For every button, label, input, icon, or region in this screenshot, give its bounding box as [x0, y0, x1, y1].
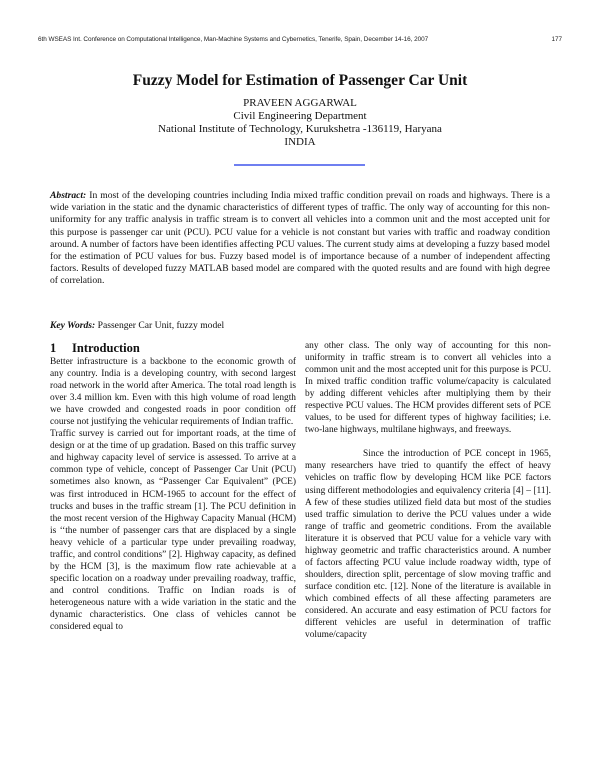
paragraph: any other class. The only way of accounting for this non-uniformity in traffic stream is to convert all vehicles into a common unit and the most accepted unit for this purpose is PCU. In mixed traffic condition traffic volume/capacity is calculated by adding different vehicles after multiplying them by their respective PCU values. The HCM provides different sets of PCE values, to be used for different types of highway facilities; i.e. two-lane highways, multilane highways, and freeways.	[305, 341, 551, 436]
left-column	[50, 341, 296, 633]
section-title: Introduction	[72, 341, 140, 355]
running-header-text: 6th WSEAS Int. Conference on Computational Intelligence, Man-Machine Systems and Cybernetics, Tenerife, Spain, December 14-16, 2007	[38, 36, 429, 43]
abstract-text: In most of the developing countries including India mixed traffic condition prevail on roads and highways. There is a wide variation in the static and the dynamic characteristics of different types of traffic. The only way of accounting for this non-uniformity for any traffic analysis in traffic stream is to convert all vehicles into a common unit and the most accepted unit for this purpose is passenger car unit (PCU). PCU value for a vehicle is not constant but varies with traffic and roadway condition around. A number of factors have been identifies affecting PCU values. The current study aims at developing a fuzzy based model for the estimation of PCU values for bus. Fuzzy based model is of importance because of a number of independent affecting factors. Results of developed fuzzy MATLAB based model are compared with the quoted results and are found with high degree of correlation.	[50, 190, 550, 287]
right-column	[305, 340, 551, 641]
section-number: 1	[50, 341, 57, 355]
keywords-label: Key Words:	[50, 320, 96, 331]
title-divider	[234, 164, 365, 166]
paragraph: Better infrastructure is a backbone to the economic growth of any country. India is a developing country, with second largest road network in the world after America. The total road length is over 3.4 million km. Even with this high volume of road length we have crowded and congested roads in poor condition off course not justifying the vehicular requirements of Indian traffic.	[50, 357, 296, 428]
author-department: Civil Engineering Department	[233, 110, 367, 122]
abstract	[50, 190, 550, 288]
page-number: 177	[551, 36, 562, 43]
author-country: INDIA	[284, 136, 316, 148]
keywords	[50, 320, 550, 332]
author-name: PRAVEEN AGGARWAL	[243, 97, 357, 109]
running-header	[38, 36, 562, 43]
author-institution: National Institute of Technology, Kurukshetra -136119, Haryana	[158, 123, 442, 135]
keywords-text: Passenger Car Unit, fuzzy model	[97, 320, 225, 331]
section-heading	[50, 341, 296, 356]
paragraph: Traffic survey is carried out for important roads, at the time of design or at the time of up gradation. Based on this traffic survey and highway capacity level of service is assessed. To arrive at a common type of vehicle, concept of Passenger Car Unit (PCU) sometimes also known, as “Passenger Car Equivalent” (PCE) was first introduced in HCM-1965 to account for the effect of trucks and buses in the traffic stream [1]. The PCU definition in the most recent version of the Highway Capacity Manual (HCM) is ‘‘the number of passenger cars that are displaced by a single heavy vehicle of a particular type under prevailing roadway, traffic, and control conditions” [2]. Highway capacity, as defined by the HCM [3], is the maximum flow rate achievable at a specific location on a roadway under prevailing roadway, traffic, and control conditions. Traffic on Indian roads is of heterogeneous nature with a wide variation in the static and the dynamic characteristics. One class of vehicles cannot be considered equal to	[50, 429, 296, 633]
abstract-label: Abstract:	[50, 190, 87, 201]
paper-title: Fuzzy Model for Estimation of Passenger Car Unit	[132, 72, 468, 89]
paragraph-gap	[305, 436, 551, 448]
paragraph: Since the introduction of PCE concept in 1965, many researchers have tried to quantify the effect of heavy vehicles on traffic flow by developing HCM like PCE factors using different methodologies and equivalency criteria [4] – [11]. A few of these studies utilized field data but most of the studies used traffic simulation to derive the PCU values under a wide range of traffic and geometric conditions. From the available literature it is observed that PCU value for a vehicle vary with highway geometric and traffic characteristics around. A number of factors affecting PCU value include roadway width, type of shoulders, direction split, percentage of slow moving traffic and surface condition etc. [12]. None of the literature is available in which combined effects of all these affecting parameters are considered. An accurate and easy estimation of PCU factors for different vehicles are useful in determination of traffic volume/capacity	[305, 449, 551, 641]
author-block	[0, 97, 600, 149]
